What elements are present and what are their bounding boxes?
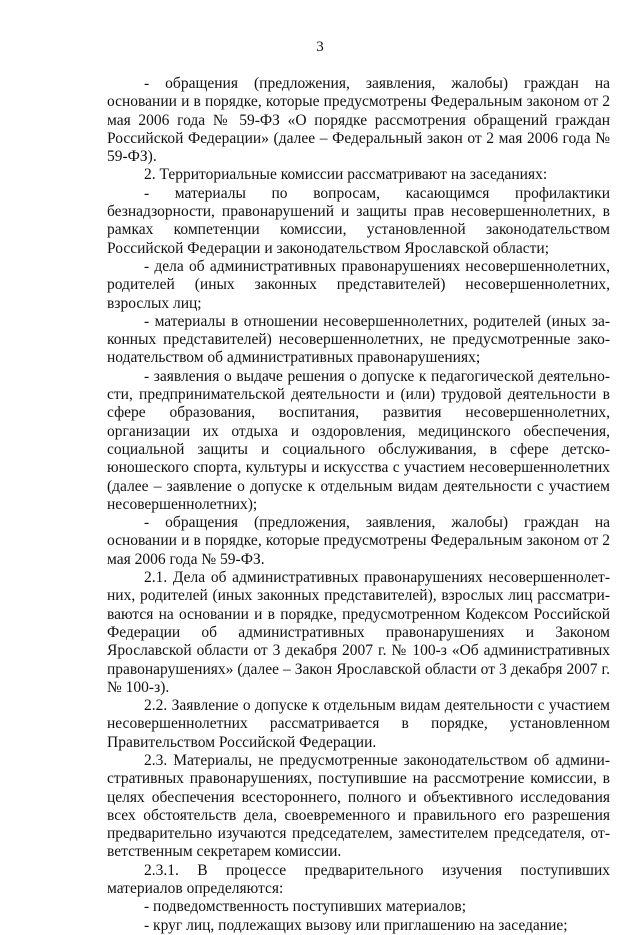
paragraph: - обращения (предложения, заявления, жалобы) граждан на основании и в порядке, которые предусмотрены Федеральным законом от 2 мая 2006 года № 59-ФЗ «О порядке рассмотрения обращений граждан Российской Федерации» (далее – Федеральный закон от 2 мая 2006 года № 59-ФЗ).	[107, 75, 610, 166]
paragraph: 2.1. Дела об административных правонарушениях несовершеннолетних, родителей (иных законных представителей), взрослых лиц рассматриваются на основании и в порядке, предусмотренном Кодексом Российской Федерации об административных правонарушениях и Законом Ярославской области от 3 декабря 2007 г. № 100-з «Об административных правонарушениях» (далее – Закон Ярославской области от 3 декабря 2007 г. № 100-з).	[107, 569, 610, 696]
paragraph: - заявления о выдаче решения о допуске к педагогической деятельности, предпринимательской деятельности и (или) трудовой деятельности в сфере образования, воспитания, развития несовершеннолетних, организации их отдыха и оздоровления, медицинского обеспечения, социальной защиты и социального обслуживания, в сфере детско-юношеского спорта, культуры и искусства с участием несовершеннолетних (далее – заявление о допуске к отдельным видам деятельности с участием несовершеннолетних);	[107, 367, 610, 513]
paragraph: - материалы в отношении несовершеннолетних, родителей (иных законных представителей) несовершеннолетних, не предусмотренные законодательством об административных правонарушениях;	[107, 312, 610, 367]
paragraph: - подведомственность поступивших материалов;	[144, 898, 467, 916]
paragraph: - дела об административных правонарушениях несовершеннолетних, родителей (иных законных представителей) несовершеннолетних, взрослых лиц;	[107, 257, 610, 312]
paragraph: 2.3.1. В процессе предварительного изучения поступивших материалов определяются:	[107, 861, 610, 898]
document-body	[107, 75, 610, 935]
paragraph: - материалы по вопросам, касающимся профилактики безнадзорности, правонарушений и защиты прав несовершеннолетних, в рамках компетенции комиссии, установленной законодательством Российской Федерации и законодательством Ярославской области;	[107, 184, 610, 257]
paragraph: 2. Территориальные комиссии рассматривают на заседаниях:	[144, 166, 548, 184]
page-number: 3	[316, 39, 324, 55]
paragraph: - круг лиц, подлежащих вызову или приглашению на заседание;	[144, 916, 568, 934]
paragraph: - обращения (предложения, заявления, жалобы) граждан на основании и в порядке, которые предусмотрены Федеральным законом от 2 мая 2006 года № 59-ФЗ.	[107, 514, 610, 568]
paragraph: 2.3. Материалы, не предусмотренные законодательством об административных правонарушениях, поступившие на рассмотрение комиссии, в целях обеспечения всестороннего, полного и объективного исследования всех обстоятельств дела, своевременного и правильного его разрешения предварительно изучаются председателем, заместителем председателя, ответственным секретарем комиссии.	[107, 751, 610, 861]
paragraph: 2.2. Заявление о допуске к отдельным видам деятельности с участием несовершеннолетних рассматривается в порядке, установленном Правительством Российской Федерации.	[107, 697, 610, 751]
